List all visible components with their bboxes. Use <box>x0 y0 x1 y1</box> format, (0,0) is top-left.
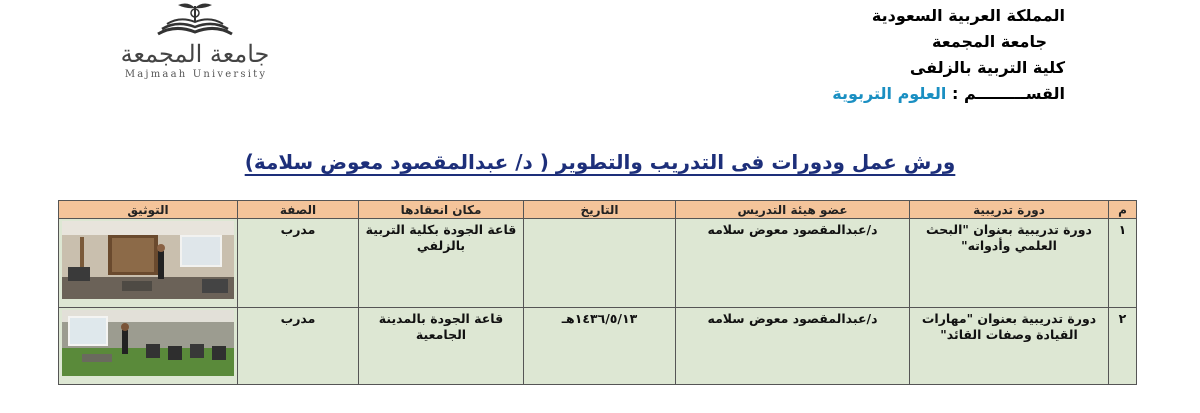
kingdom-name: المملكة العربية السعودية <box>871 6 1065 25</box>
column-header-num: م <box>1109 201 1137 219</box>
course-cell: دورة تدريبية بعنوان "البحث العلمي وأدواته" <box>910 219 1109 308</box>
page-title <box>0 150 1200 174</box>
table-row <box>59 308 1137 385</box>
column-header-date: التاريخ <box>524 201 676 219</box>
department-value: العلوم التربوية <box>832 84 947 103</box>
training-photo-2 <box>62 310 234 376</box>
member-cell: د/عبدالمقصود معوض سلامه <box>676 308 910 385</box>
role-cell: مدرب <box>238 219 359 308</box>
role-cell: مدرب <box>238 308 359 385</box>
department-line <box>832 81 1065 107</box>
row-number: ١ <box>1109 219 1137 308</box>
document-header <box>832 3 1065 107</box>
documentation-cell <box>59 308 238 385</box>
logo-english-text: Majmaah University <box>124 69 268 80</box>
column-header-role: الصفة <box>238 201 359 219</box>
training-photo-1 <box>62 221 234 299</box>
place-cell: قاعة الجودة بالمدينة الجامعية <box>359 308 524 385</box>
book-emblem-icon <box>150 0 240 40</box>
documentation-cell <box>59 219 238 308</box>
course-cell: دورة تدريبية بعنوان "مهارات القيادة وصفات القائد" <box>910 308 1109 385</box>
date-cell: ١٤٣٦/٥/١٣هـ <box>524 308 676 385</box>
university-name: جامعة المجمعة <box>932 32 1047 51</box>
college-name: كلية التربية بالزلفى <box>909 58 1065 77</box>
workshops-table <box>58 200 1137 385</box>
table-row <box>59 219 1137 308</box>
column-header-place: مكان انعقادها <box>359 201 524 219</box>
table-header-row <box>59 201 1137 219</box>
logo-arabic-text: جامعة المجمعة <box>120 40 270 68</box>
department-label: القســـــــــم : <box>951 84 1065 103</box>
member-cell: د/عبدالمقصود معوض سلامه <box>676 219 910 308</box>
university-logo <box>100 0 290 82</box>
date-cell <box>524 219 676 308</box>
column-header-member: عضو هيئة التدريس <box>676 201 910 219</box>
row-number: ٢ <box>1109 308 1137 385</box>
place-cell: قاعة الجودة بكلية التربية بالزلفي <box>359 219 524 308</box>
column-header-course: دورة تدريبية <box>910 201 1109 219</box>
column-header-documentation: التوثيق <box>59 201 238 219</box>
page-title-text: ورش عمل ودورات فى التدريب والتطوير ( د/ عبدالمقصود معوض سلامة) <box>244 150 956 174</box>
